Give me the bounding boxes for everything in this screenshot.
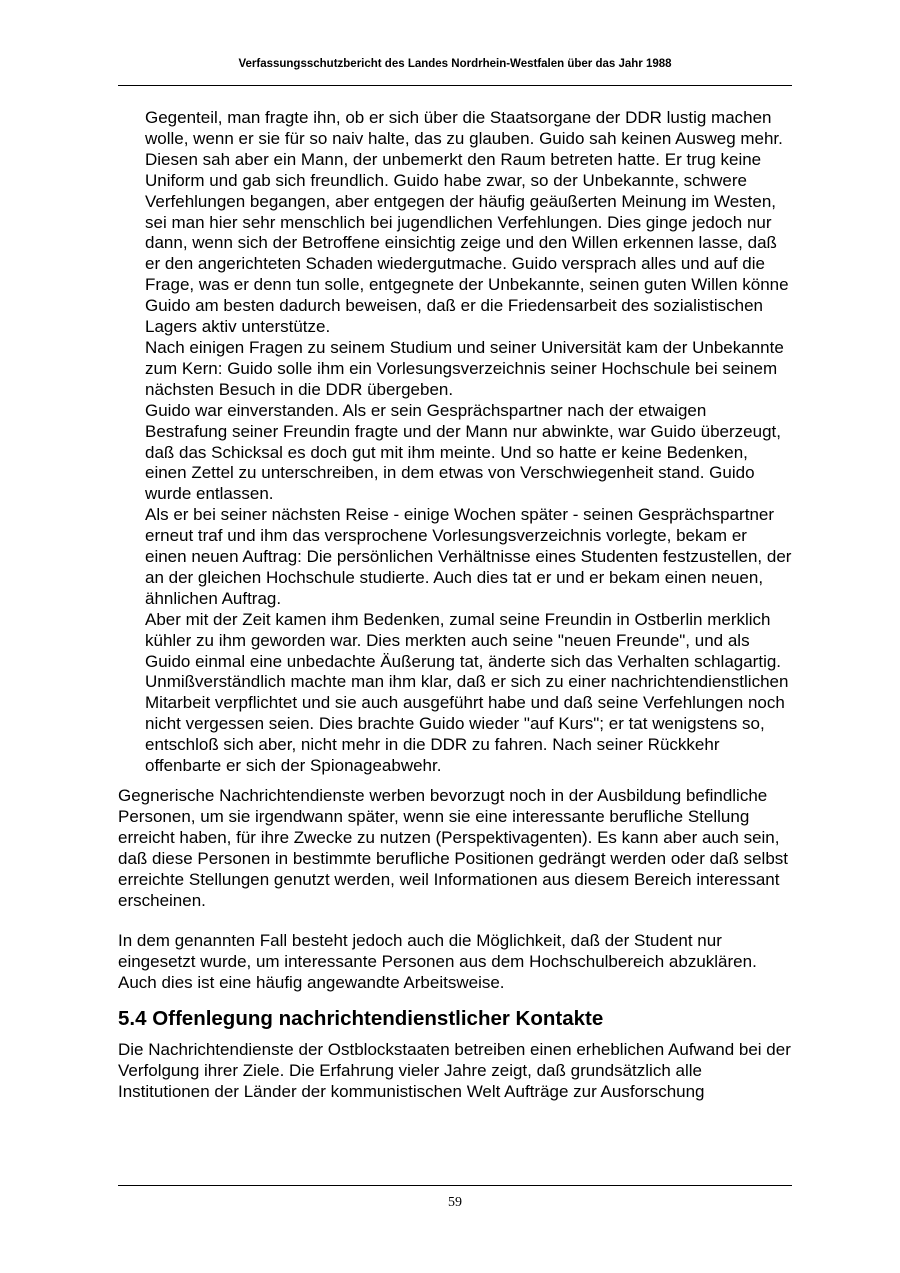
case-paragraph: Nach einigen Fragen zu seinem Studium und seiner Universität kam der Unbekannte zum Kern: Guido solle ihm ein Vorlesungsverzeichnis seiner Hochschule bei seinem nächsten Besuch in die DDR übergeben. [145, 337, 784, 399]
case-paragraph: Gegenteil, man fragte ihn, ob er sich über die Staatsorgane der DDR lustig machen wolle, wenn er sie für so naiv halte, das zu glauben. Guido sah keinen Ausweg mehr. [145, 108, 783, 148]
case-paragraph: Aber mit der Zeit kamen ihm Bedenken, zumal seine Freundin in Ostberlin merklich kühler zu ihm geworden war. Dies merkten auch seine "neuen Freunde", und als Guido einmal eine unbedachte Äußerung tat, änderte sich das Verhalten schlagartig. Unmißverständlich machte man ihm klar, daß er sich zu einer nachrichtendienstlichen Mitarbeit verpflichtet und sie auch ausgeführt habe und daß seine Verfehlungen noch nicht vergessen seien. Dies brachte Guido wieder "auf Kurs"; er tat wenigstens so, entschloß sich aber, nicht mehr in die DDR zu fahren. Nach seiner Rückkehr offenbarte er sich der Spionageabwehr. [145, 609, 789, 776]
body-paragraph: Gegnerische Nachrichtendienste werben bevorzugt noch in der Ausbildung befindliche Personen, um sie irgendwann später, wenn sie eine interessante berufliche Stellung erreicht haben, für ihre Zwecke zu nutzen (Perspektivagenten). Es kann aber auch sein, daß diese Personen in bestimmte berufliche Positionen gedrängt werden oder daß selbst erreichte Stellungen genutzt werden, weil Informationen aus diesem Bereich interessant erscheinen. [118, 786, 788, 910]
page-content [118, 108, 792, 1103]
case-study-block [145, 108, 792, 777]
case-paragraph: Diesen sah aber ein Mann, der unbemerkt den Raum betreten hatte. Er trug keine Uniform und gab sich freundlich. Guido habe zwar, so der Unbekannte, schwere Verfehlungen begangen, aber entgegen der häufig geäußerten Meinung im Westen, sei man hier sehr menschlich bei jugendlichen Verfehlungen. Dies ginge jedoch nur dann, wenn sich der Betroffene einsichtig zeige und den Willen erkennen lasse, daß er den angerichteten Schaden wiedergutmache. Guido versprach alles und auf die Frage, was er denn tun solle, entgegnete der Unbekannte, seinen guten Willen könne Guido am besten dadurch beweisen, daß er die Friedensarbeit des sozialistischen Lagers aktiv unterstütze. [145, 149, 789, 337]
section-paragraph: Die Nachrichtendienste der Ostblockstaaten betreiben einen erheblichen Aufwand bei der Verfolgung ihrer Ziele. Die Erfahrung vieler Jahre zeigt, daß grundsätzlich alle Institutionen der Länder der kommunistischen Welt Aufträge zur Ausforschung [118, 1040, 791, 1101]
case-paragraph: Guido war einverstanden. Als er sein Gesprächspartner nach der etwaigen Bestrafung seiner Freundin fragte und der Mann nur abwinkte, war Guido überzeugt, daß das Schicksal es doch gut mit ihm meinte. Und so hatte er keine Bedenken, einen Zettel zu unterschreiben, in dem etwas von Verschwiegenheit stand. Guido wurde entlassen. [145, 400, 781, 504]
body-paragraph: In dem genannten Fall besteht jedoch auch die Möglichkeit, daß der Student nur eingesetzt wurde, um interessante Personen aus dem Hochschulbereich abzuklären. Auch dies ist eine häufig angewandte Arbeitsweise. [118, 931, 757, 993]
section-heading: 5.4 Offenlegung nachrichtendienstlicher Kontakte [118, 1007, 604, 1031]
page-header: Verfassungsschutzbericht des Landes Nordrhein-Westfalen über das Jahr 1988 [238, 58, 672, 70]
page-number: 59 [448, 1195, 462, 1210]
header-divider [118, 85, 792, 86]
case-paragraph: Als er bei seiner nächsten Reise - einige Wochen später - seinen Gesprächspartner erneut traf und ihm das versprochene Vorlesungsverzeichnis vorlegte, bekam er einen neuen Auftrag: Die persönlichen Verhältnisse eines Studenten festzustellen, der an der gleichen Hochschule studierte. Auch dies tat er und er bekam einen neuen, ähnlichen Auftrag. [145, 505, 792, 608]
footer-divider [118, 1185, 792, 1186]
